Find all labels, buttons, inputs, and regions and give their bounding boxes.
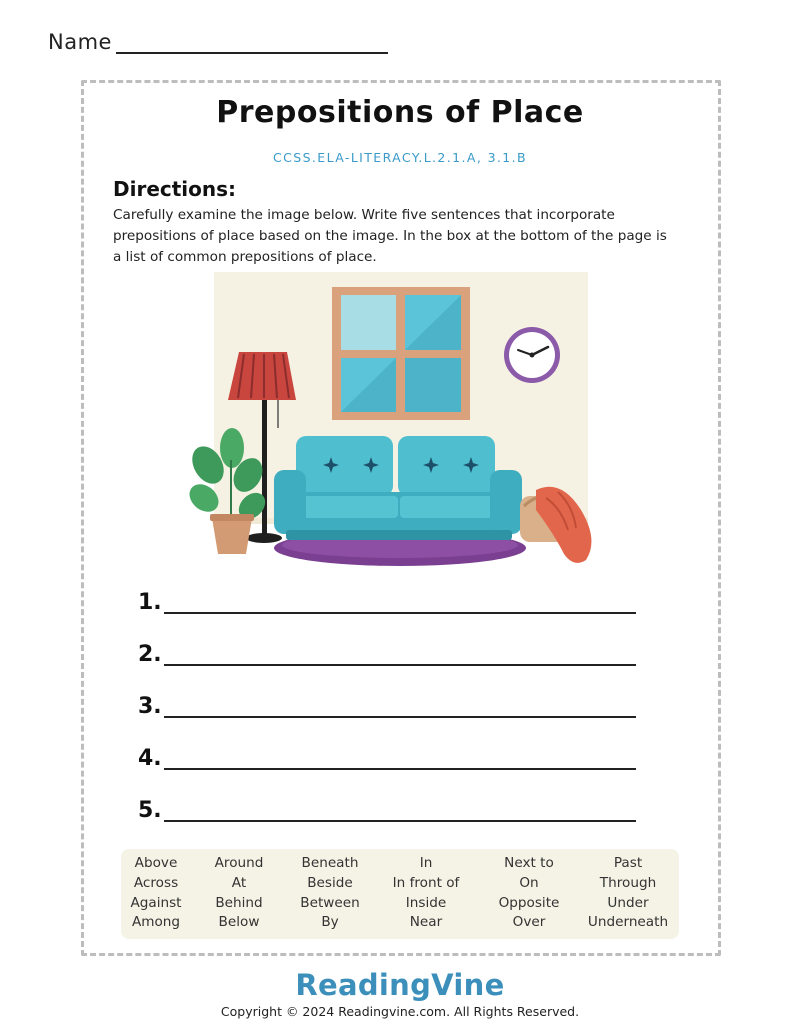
standard-code: CCSS.ELA-LITERACY.L.2.1.A, 3.1.B: [272, 150, 528, 165]
preposition-column: [383, 854, 469, 933]
preposition-column: [580, 854, 676, 933]
answer-number: 5.: [138, 798, 162, 823]
preposition-word: Over: [512, 914, 546, 931]
preposition-word: Through: [599, 874, 657, 891]
preposition-word: Next to: [504, 855, 554, 871]
window-icon: [332, 287, 470, 420]
preposition-word: Underneath: [587, 914, 669, 931]
preposition-column: [487, 854, 571, 933]
clock-icon: [504, 327, 560, 383]
name-label: Name: [48, 30, 112, 54]
name-blank-line[interactable]: [116, 32, 388, 54]
answer-line[interactable]: [164, 820, 636, 822]
preposition-word: At: [231, 874, 247, 891]
answer-row-3[interactable]: [138, 694, 638, 724]
preposition-word: Across: [133, 874, 179, 891]
preposition-word: In: [419, 855, 433, 871]
preposition-word: Below: [218, 914, 260, 931]
preposition-word: Beneath: [301, 855, 359, 871]
preposition-column: [125, 854, 187, 933]
answer-line[interactable]: [164, 716, 636, 718]
answer-row-4[interactable]: [138, 746, 638, 776]
preposition-word: Above: [134, 855, 178, 871]
preposition-word: On: [519, 874, 539, 891]
answer-row-5[interactable]: [138, 798, 638, 828]
answer-line[interactable]: [164, 612, 636, 614]
answer-row-1[interactable]: [138, 590, 638, 620]
answer-line[interactable]: [164, 664, 636, 666]
preposition-word: Behind: [215, 894, 263, 911]
directions-text: Carefully examine the image below. Write five sentences that incorporate prepositions of place based on the image. In the box at the bottom of the page is a list of common prepositions of place.: [113, 207, 667, 265]
preposition-word: Beside: [307, 874, 353, 891]
worksheet-title: Prepositions of Place: [216, 95, 584, 130]
copyright-notice: Copyright © 2024 Readingvine.com. All Rights Reserved.: [220, 1004, 580, 1019]
preposition-word: Around: [214, 855, 264, 871]
answer-number: 3.: [138, 694, 162, 719]
answer-number: 2.: [138, 642, 162, 667]
preposition-word: Among: [131, 914, 181, 931]
readingvine-logo: ReadingVine: [295, 968, 505, 1002]
directions-heading: Directions:: [113, 177, 237, 201]
preposition-column: [205, 854, 273, 933]
preposition-word: Inside: [405, 894, 447, 911]
living-room-illustration: [186, 270, 616, 576]
answer-line[interactable]: [164, 768, 636, 770]
preposition-word: Between: [300, 894, 360, 911]
preposition-word: By: [321, 914, 339, 931]
answer-number: 4.: [138, 746, 162, 771]
preposition-word: Opposite: [498, 894, 560, 911]
preposition-word: Near: [409, 914, 443, 931]
prepositions-box: [121, 849, 679, 939]
answer-row-2[interactable]: [138, 642, 638, 672]
preposition-word: Under: [607, 894, 649, 911]
preposition-word: Past: [613, 855, 643, 871]
name-field: [48, 30, 388, 54]
answer-number: 1.: [138, 590, 162, 615]
preposition-word: In front of: [392, 874, 460, 891]
preposition-column: [292, 854, 368, 933]
preposition-word: Against: [130, 894, 182, 911]
